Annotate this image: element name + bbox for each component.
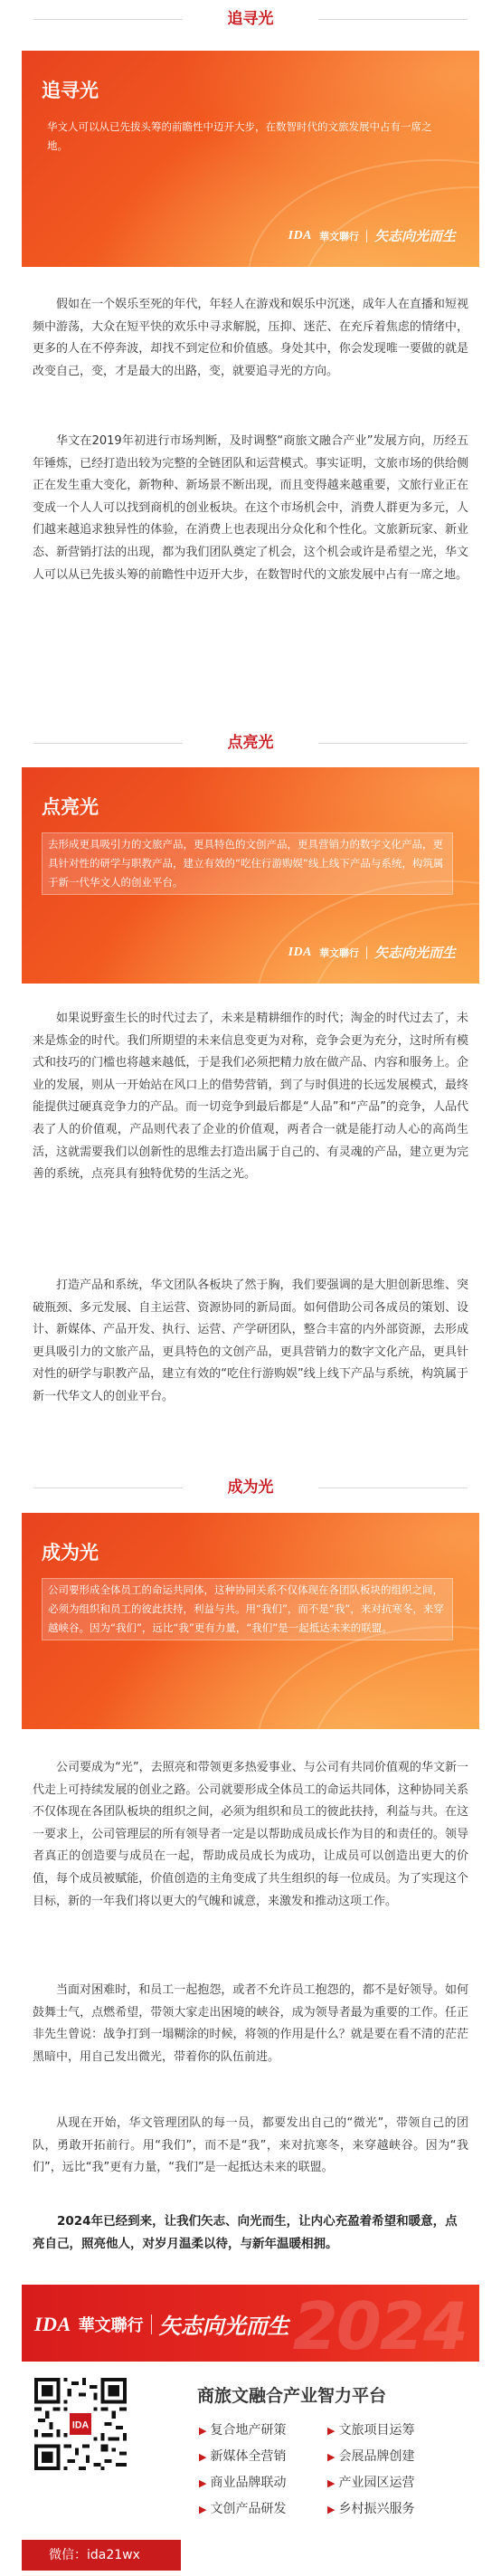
heading-rule-left	[33, 19, 183, 20]
wechat-id-bar: 微信：ida21wx	[22, 2540, 181, 2571]
triangle-right-icon: ▶	[327, 2504, 336, 2515]
services-list	[199, 2420, 470, 2520]
service-label: 产业园区运营	[338, 2476, 415, 2490]
service-item	[199, 2473, 317, 2494]
triangle-right-icon: ▶	[327, 2451, 336, 2463]
paragraph: 从现在开始，华文管理团队的每一员，都要发出自己的“微光”，带领自己的团队，勇敢开拓前行。用“我们”，而不是“我”，来对抗寒冬，来穿越峡谷。因为“我们”，远比“我”更有力量，“我们”是一起抵达未来的联盟。	[33, 2116, 468, 2175]
paragraph: 华文在2019年初进行市场判断，及时调整“商旅文融合产业”发展方向，历经五年锤炼，已经打造出较为完整的全链团队和运营模式。事实证明，文旅市场的供给侧正在发生重大变化，新物种、新场景不断出现，而且变得越来越重要，文旅行业正在变成一个人人可以找到商机的创业板块。在这个市场机会中，消费人群更为多元，人们越来越追求独异性的体验，在消费上也表现出分众化和个性化。文旅新玩家、新业态、新营销打法的出现，都为我们团队奠定了机会，这个机会或许是希望之光，华文人可以从已先拔头筹的前瞻性中迈开大步，在数智时代的文旅发展中占有一席之地。	[33, 434, 468, 582]
service-item	[199, 2447, 317, 2467]
heading-rule-right	[318, 19, 468, 20]
service-item	[327, 2420, 463, 2441]
banner-text: 华文人可以从已先拔头筹的前瞻性中迈开大步，在数智时代的文旅发展中占有一席之地。	[47, 120, 432, 152]
section-heading-light-up	[0, 733, 501, 753]
service-label: 乡村振兴服务	[338, 2502, 415, 2516]
banner-title: 成为光	[42, 1542, 99, 1564]
service-label: 文旅项目运筹	[338, 2423, 415, 2438]
paragraph: 当面对困难时，和员工一起抱怨，或者不允许员工抱怨的，都不是好领导。如何鼓舞士气，点燃希望，带领大家走出困境的峡谷，成为领导者最为重要的工作。任正非先生曾说：战争打到一塌糊涂的时候，将领的作用是什么？就是要在看不清的茫茫黑暗中，用自己发出微光，带着你的队伍前进。	[33, 1983, 468, 2064]
triangle-right-icon: ▶	[199, 2425, 207, 2437]
logo-slogan: 矢志向光而生	[158, 2313, 289, 2339]
closing-statement: 2024年已经到来，让我们矢志、向光而生，让内心充盈着希望和暖意，点亮自己，照亮他人，对岁月温柔以待，与新年温暖相拥。	[33, 2214, 458, 2251]
logo-company-name: 華文聯行	[318, 946, 359, 959]
paragraph: 假如在一个娱乐至死的年代，年轻人在游戏和娱乐中沉迷，成年人在直播和短视频中游荡，大众在短平快的欢乐中寻求解脱，压抑、迷茫、在充斥着焦虑的情绪中，更多的人在不停奔波，却找不到定位和价值感。身处其中，你会发现唯一要做的就是改变自己，变，才是最大的出路，变，就要追寻光的方向。	[33, 298, 468, 378]
banner-light-up	[22, 767, 479, 984]
section-heading-become-light	[0, 1478, 501, 1497]
service-item	[199, 2420, 317, 2441]
service-item	[199, 2499, 317, 2520]
banner-text: 去形成更具吸引力的文旅产品，更具特色的文创产品，更具营销力的数字文化产品，更具针对性的研学与职教产品，建立有效的“吃住行游购娱”线上线下产品与系统，构筑属于新一代华文人的创业平台。	[42, 832, 453, 895]
logo-ida: IDA	[288, 228, 312, 242]
section-heading-text: 点亮光	[227, 734, 274, 752]
logo-divider	[366, 230, 367, 242]
service-label: 商业品牌联动	[210, 2476, 287, 2490]
logo-company-name: 華文聯行	[318, 230, 359, 242]
triangle-right-icon: ▶	[199, 2477, 207, 2489]
qr-code[interactable]	[34, 2378, 127, 2470]
triangle-right-icon: ▶	[327, 2425, 336, 2437]
service-label: 文创产品研发	[210, 2502, 287, 2516]
section-heading-seek-light	[0, 9, 501, 29]
service-label: 新媒体全营销	[210, 2449, 287, 2464]
service-item	[327, 2447, 463, 2467]
banner-title: 追寻光	[42, 80, 99, 101]
footer-year: 2024	[292, 2288, 467, 2364]
paragraph: 如果说野蛮生长的时代过去了，未来是精耕细作的时代；淘金的时代过去了，未来是炼金的时代。我们所期望的未来信息变更为对称，竞争会更为充分，这时所有模式和技巧的门槛也将越来越低，于是我们必须把精力放在做产品、内容和服务上。企业的发展，则从一开始站在风口上的借势营销，到了与时俱进的长远发展模式，最终能提供过硬真竞争力的产品。而一切竞争到最后都是“人品”和“产品”的竞争，人品代表了人的价值观，产品则代表了企业的价值观，两者合一就是能打动人心的高尚生活，这就需要我们以创新性的思维去打造出属于自己的、有灵魂的产品，建立更为完善的系统，点亮具有独特优势的生活之光。	[33, 1012, 468, 1182]
qr-code-icon	[34, 2378, 127, 2470]
triangle-right-icon: ▶	[199, 2504, 207, 2515]
logo-ida: IDA	[34, 2312, 71, 2335]
footer-card	[22, 2285, 479, 2571]
triangle-right-icon: ▶	[199, 2451, 207, 2463]
section-heading-text: 成为光	[227, 1478, 274, 1497]
logo-divider	[151, 2315, 152, 2334]
service-label: 复合地产研策	[210, 2423, 287, 2438]
qr-badge-text: IDA	[71, 2419, 90, 2431]
banner-text: 公司要形成全体员工的命运共同体，这种协同关系不仅体现在各团队板块的组织之间，必须为组织和员工的彼此扶持，利益与共。用“我们”，而不是“我”，来对抗寒冬，来穿越峡谷。因为“我们”，远比“我”更有力量，“我们”是一起抵达未来的联盟。	[42, 1578, 453, 1640]
banner-become-light	[22, 1513, 479, 1729]
paragraph: 公司要成为“光”，去照亮和带领更多热爱事业、与公司有共同价值观的华文新一代走上可持续发展的创业之路。公司就要形成全体员工的命运共同体，这种协同关系不仅体现在各团队板块的组织之间，必须为组织和员工的彼此扶持，利益与共。在这一要求上，公司管理层的所有领导者一定是以帮助成员成长作为目的和责任的。领导者真正的创造要与成员在一起，帮助成员成长为成功，让成员可以创造出更大的价值，每个成员被赋能，价值创造的主角变成了共生组织的每一位成员。为了实现这个目标，新的一年我们将以更大的气魄和诚意，来激发和推动这项工作。	[33, 1761, 468, 1908]
logo-ida: IDA	[288, 945, 312, 959]
footer-brand-bar	[22, 2285, 479, 2362]
footer-logo	[34, 2308, 289, 2340]
banner-title: 点亮光	[42, 796, 99, 818]
platform-title: 商旅文融合产业智力平台	[197, 2386, 387, 2406]
logo-company-name: 華文聯行	[78, 2315, 144, 2335]
logo-slogan: 矢志向光而生	[373, 228, 456, 244]
banner-logo	[288, 943, 456, 962]
logo-slogan: 矢志向光而生	[373, 945, 456, 961]
banner-logo	[288, 226, 456, 245]
heading-rule-left	[33, 743, 183, 744]
service-item	[327, 2473, 463, 2494]
logo-divider	[366, 946, 367, 959]
triangle-right-icon: ▶	[327, 2477, 336, 2489]
section-heading-text: 追寻光	[227, 10, 274, 28]
service-item	[327, 2499, 463, 2520]
heading-rule-right	[318, 743, 468, 744]
paragraph: 打造产品和系统，华文团队各板块了然于胸，我们要强调的是大胆创新思维、突破瓶颈、多元发展、自主运营、资源协同的新局面。如何借助公司各成员的策划、设计、新媒体、产品开发、执行、运营、产学研团队，整合丰富的内外部资源，去形成更具吸引力的文旅产品，更具特色的文创产品，更具营销力的数字文化产品，更具针对性的研学与职教产品，建立有效的“吃住行游购娱”线上线下产品与系统，构筑属于新一代华文人的创业平台。	[33, 1278, 468, 1403]
service-label: 会展品牌创建	[338, 2449, 415, 2464]
banner-seek-light	[22, 51, 479, 267]
